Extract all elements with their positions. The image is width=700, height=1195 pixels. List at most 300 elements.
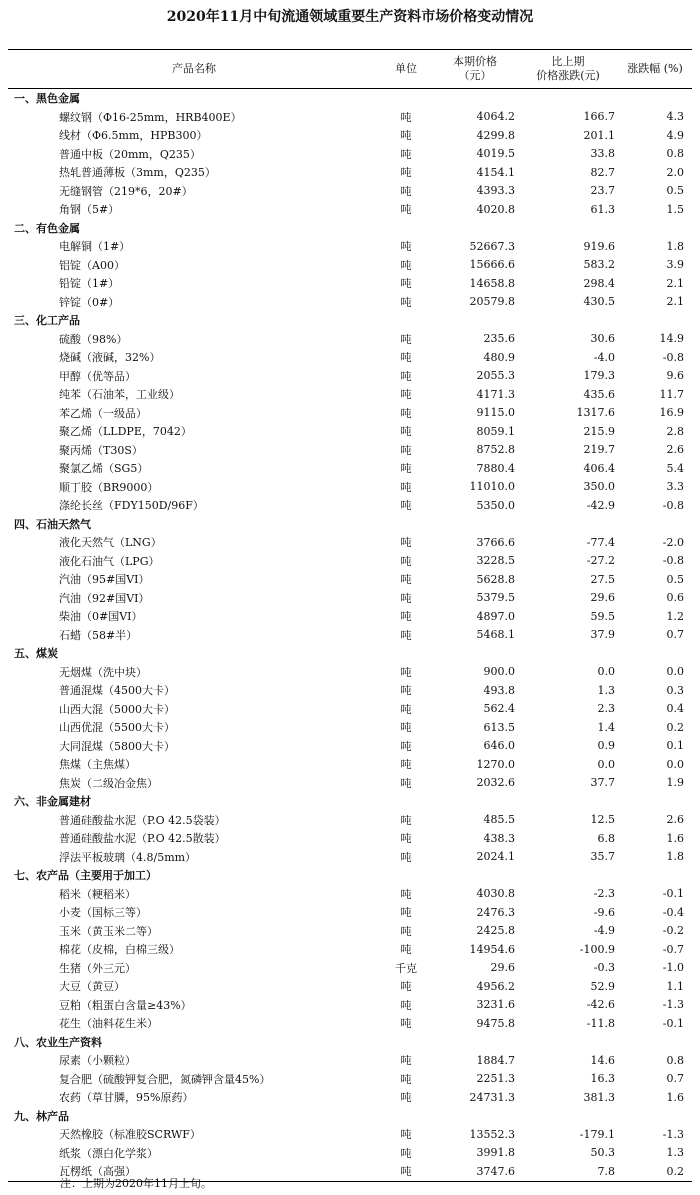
change-cell: 37.7 xyxy=(590,776,615,790)
product-name: 普通硅酸盐水泥（P.O 42.5袋装） xyxy=(59,813,226,827)
product-name: 柴油（0#国VI） xyxy=(59,610,143,624)
unit-cell: 吨 xyxy=(400,1146,412,1160)
change-cell: 30.6 xyxy=(590,332,615,346)
change-cell: 1.3 xyxy=(597,683,615,697)
change-pct-cell: 0.4 xyxy=(666,702,684,716)
table-row xyxy=(8,903,692,922)
table-row xyxy=(8,829,692,848)
table-row xyxy=(8,200,692,219)
unit-cell: 吨 xyxy=(400,351,412,365)
change-pct-cell: 0.0 xyxy=(666,665,684,679)
price-cell: 3766.6 xyxy=(476,535,515,549)
price-cell: 2251.3 xyxy=(476,1072,515,1086)
product-name: 普通中板（20mm，Q235） xyxy=(59,147,201,161)
change-pct-cell: 0.5 xyxy=(666,572,684,586)
change-cell: 179.3 xyxy=(583,369,615,383)
category-row xyxy=(8,311,692,330)
product-name: 尿素（小颗粒） xyxy=(59,1054,136,1068)
product-name: 焦煤（主焦煤） xyxy=(59,758,136,772)
change-pct-cell: 0.3 xyxy=(666,683,684,697)
change-cell: 0.0 xyxy=(597,665,615,679)
product-name: 聚乙烯（LLDPE，7042） xyxy=(59,425,192,439)
price-cell: 4019.5 xyxy=(476,147,515,161)
unit-cell: 吨 xyxy=(400,129,412,143)
change-cell: 37.9 xyxy=(590,628,615,642)
unit-cell: 吨 xyxy=(400,665,412,679)
change-pct-cell: 2.6 xyxy=(666,813,684,827)
product-name: 大同混煤（5800大卡） xyxy=(59,739,175,753)
unit-cell: 吨 xyxy=(400,906,412,920)
product-name: 山西优混（5500大卡） xyxy=(59,721,175,735)
product-name: 甲醇（优等品） xyxy=(59,369,136,383)
unit-cell: 吨 xyxy=(400,425,412,439)
unit-cell: 吨 xyxy=(400,240,412,254)
change-pct-cell: -1.3 xyxy=(662,998,684,1012)
change-pct-cell: 0.7 xyxy=(666,628,684,642)
table-row xyxy=(8,570,692,589)
header-change-pct: 涨跌幅 (%) xyxy=(618,50,692,89)
category-name: 五、煤炭 xyxy=(14,647,58,661)
product-name: 石蜡（58#半） xyxy=(59,628,138,642)
change-pct-cell: -1.3 xyxy=(662,1127,684,1141)
price-cell: 8059.1 xyxy=(476,424,515,438)
change-pct-cell: -0.1 xyxy=(662,1016,684,1030)
footnote: 注：上期为2020年11月上旬。 xyxy=(60,1177,212,1190)
price-cell: 4020.8 xyxy=(476,202,515,216)
change-pct-cell: -0.4 xyxy=(662,905,684,919)
change-cell: -77.4 xyxy=(586,535,615,549)
product-name: 无缝钢管（219*6，20#） xyxy=(59,184,193,198)
change-cell: 0.0 xyxy=(597,757,615,771)
change-cell: 1.4 xyxy=(597,720,615,734)
price-cell: 4064.2 xyxy=(476,110,515,124)
product-name: 豆粕（粗蛋白含量≥43%） xyxy=(59,998,192,1012)
unit-cell: 吨 xyxy=(400,554,412,568)
table-row xyxy=(8,589,692,608)
product-name: 棉花（皮棉，白棉三级） xyxy=(59,943,180,957)
unit-cell: 吨 xyxy=(380,1162,432,1181)
change-pct-cell: 1.8 xyxy=(666,850,684,864)
unit-cell: 吨 xyxy=(400,1072,412,1086)
table-row xyxy=(8,459,692,478)
table-row xyxy=(8,940,692,959)
change-cell: 50.3 xyxy=(590,1146,615,1160)
unit-cell: 吨 xyxy=(400,850,412,864)
price-cell: 24731.3 xyxy=(469,1090,515,1104)
unit-cell: 吨 xyxy=(400,924,412,938)
change-pct-cell: 0.1 xyxy=(666,739,684,753)
table-row xyxy=(8,1125,692,1144)
table-row xyxy=(8,700,692,719)
category-row xyxy=(8,792,692,811)
change-pct-cell: 0.2 xyxy=(618,1162,692,1181)
category-name: 六、非金属建材 xyxy=(14,795,91,809)
change-pct-cell: 2.6 xyxy=(666,443,684,457)
change-cell: 14.6 xyxy=(590,1053,615,1067)
price-cell: 29.6 xyxy=(490,961,515,975)
change-pct-cell: 1.5 xyxy=(666,202,684,216)
table-row xyxy=(8,755,692,774)
unit-cell: 吨 xyxy=(400,591,412,605)
unit-cell: 吨 xyxy=(400,277,412,291)
product-name: 聚丙烯（T30S） xyxy=(59,443,143,457)
table-row xyxy=(8,256,692,275)
table-row xyxy=(8,848,692,867)
price-cell: 2425.8 xyxy=(476,924,515,938)
unit-cell: 吨 xyxy=(400,388,412,402)
category-name: 八、农业生产资料 xyxy=(14,1035,102,1049)
change-cell: -4.0 xyxy=(593,350,615,364)
price-cell: 14658.8 xyxy=(469,276,515,290)
header-price-line1: 本期价格 xyxy=(453,55,497,68)
table-row xyxy=(8,811,692,830)
product-name: 瓦楞纸（高强） xyxy=(8,1162,380,1181)
category-row xyxy=(8,644,692,663)
change-cell: -42.9 xyxy=(586,498,615,512)
header-change-line2: 价格涨跌(元) xyxy=(536,69,600,82)
table-row xyxy=(8,922,692,941)
table-row xyxy=(8,330,692,349)
change-pct-cell: 16.9 xyxy=(659,406,684,420)
price-cell: 5350.0 xyxy=(476,498,515,512)
change-pct-cell: 3.3 xyxy=(666,480,684,494)
change-pct-cell: 0.2 xyxy=(666,720,684,734)
table-row xyxy=(8,293,692,312)
unit-cell: 吨 xyxy=(400,832,412,846)
change-cell: 0.9 xyxy=(597,739,615,753)
change-cell: 350.0 xyxy=(583,480,615,494)
price-cell: 3747.6 xyxy=(432,1162,518,1181)
unit-cell: 吨 xyxy=(400,887,412,901)
unit-cell: 吨 xyxy=(400,258,412,272)
unit-cell: 吨 xyxy=(400,980,412,994)
product-name: 线材（Φ6.5mm，HPB300） xyxy=(59,129,208,143)
change-pct-cell: 4.3 xyxy=(666,110,684,124)
product-name: 涤纶长丝（FDY150D/96F） xyxy=(59,499,204,513)
change-pct-cell: 1.3 xyxy=(666,1146,684,1160)
table-row xyxy=(8,996,692,1015)
header-change-line1: 比上期 xyxy=(551,55,585,68)
category-row xyxy=(8,1033,692,1052)
product-name: 液化石油气（LPG） xyxy=(59,554,160,568)
unit-cell: 吨 xyxy=(400,1091,412,1105)
price-cell: 1884.7 xyxy=(476,1053,515,1067)
category-name: 七、农产品（主要用于加工） xyxy=(14,869,157,883)
price-cell: 646.0 xyxy=(483,739,515,753)
price-cell: 9475.8 xyxy=(476,1016,515,1030)
table-row xyxy=(8,718,692,737)
change-pct-cell: -0.7 xyxy=(662,942,684,956)
change-cell: 381.3 xyxy=(583,1090,615,1104)
table-row xyxy=(8,441,692,460)
change-cell: 583.2 xyxy=(583,258,615,272)
price-cell: 4299.8 xyxy=(476,128,515,142)
table-row xyxy=(8,533,692,552)
unit-cell: 吨 xyxy=(400,332,412,346)
change-pct-cell: 1.2 xyxy=(666,609,684,623)
price-cell: 8752.8 xyxy=(476,443,515,457)
unit-cell: 吨 xyxy=(400,998,412,1012)
price-cell: 3991.8 xyxy=(476,1146,515,1160)
price-cell: 235.6 xyxy=(483,332,515,346)
change-cell: 27.5 xyxy=(590,572,615,586)
price-cell: 2476.3 xyxy=(476,905,515,919)
table-row xyxy=(8,681,692,700)
price-cell: 9115.0 xyxy=(476,406,515,420)
price-cell: 4030.8 xyxy=(476,887,515,901)
price-cell: 1270.0 xyxy=(476,757,515,771)
price-cell: 438.3 xyxy=(483,831,515,845)
unit-cell: 吨 xyxy=(400,166,412,180)
unit-cell: 吨 xyxy=(400,684,412,698)
unit-cell: 吨 xyxy=(400,1054,412,1068)
price-cell: 5379.5 xyxy=(476,591,515,605)
change-cell: -42.6 xyxy=(586,998,615,1012)
product-name: 天然橡胶（标准胶SCRWF） xyxy=(59,1128,201,1142)
unit-cell: 吨 xyxy=(400,758,412,772)
change-pct-cell: 2.1 xyxy=(666,276,684,290)
change-cell: 406.4 xyxy=(583,461,615,475)
price-cell: 485.5 xyxy=(483,813,515,827)
product-name: 稻米（粳稻米） xyxy=(59,887,136,901)
product-name: 硫酸（98%） xyxy=(59,332,128,346)
unit-cell: 吨 xyxy=(400,369,412,383)
unit-cell: 吨 xyxy=(400,721,412,735)
price-cell: 4171.3 xyxy=(476,387,515,401)
change-pct-cell: 0.5 xyxy=(666,184,684,198)
change-pct-cell: 0.8 xyxy=(666,147,684,161)
product-name: 烧碱（液碱，32%） xyxy=(59,351,161,365)
change-pct-cell: -1.0 xyxy=(662,961,684,975)
change-cell: 29.6 xyxy=(590,591,615,605)
product-name: 纯苯（石油苯，工业级） xyxy=(59,388,180,402)
table-row xyxy=(8,385,692,404)
unit-cell: 吨 xyxy=(400,1017,412,1031)
change-pct-cell: 1.8 xyxy=(666,239,684,253)
product-name: 花生（油料花生米） xyxy=(59,1017,158,1031)
price-cell: 2032.6 xyxy=(476,776,515,790)
table-row xyxy=(8,145,692,164)
product-name: 锌锭（0#） xyxy=(59,295,120,309)
unit-cell: 吨 xyxy=(400,184,412,198)
product-name: 大豆（黄豆） xyxy=(59,980,125,994)
table-row xyxy=(8,108,692,127)
change-pct-cell: -2.0 xyxy=(662,535,684,549)
table-row xyxy=(8,367,692,386)
price-cell: 52667.3 xyxy=(469,239,515,253)
unit-cell: 吨 xyxy=(400,295,412,309)
product-name: 焦炭（二级冶金焦） xyxy=(59,776,158,790)
unit-cell: 吨 xyxy=(400,813,412,827)
change-cell: -27.2 xyxy=(586,554,615,568)
change-cell: 6.8 xyxy=(597,831,615,845)
price-cell: 14954.6 xyxy=(469,942,515,956)
change-pct-cell: 0.0 xyxy=(666,757,684,771)
price-cell: 7880.4 xyxy=(476,461,515,475)
header-price xyxy=(432,50,518,89)
product-name: 玉米（黄玉米二等） xyxy=(59,924,158,938)
change-cell: 61.3 xyxy=(590,202,615,216)
category-row xyxy=(8,89,692,108)
unit-cell: 吨 xyxy=(400,480,412,494)
unit-cell: 吨 xyxy=(400,702,412,716)
table-row xyxy=(8,959,692,978)
change-pct-cell: -0.1 xyxy=(662,887,684,901)
unit-cell: 吨 xyxy=(400,203,412,217)
change-pct-cell: -0.8 xyxy=(662,554,684,568)
change-pct-cell: 2.1 xyxy=(666,295,684,309)
price-cell: 4897.0 xyxy=(476,609,515,623)
change-cell: -11.8 xyxy=(586,1016,615,1030)
unit-cell: 吨 xyxy=(400,443,412,457)
product-name: 电解铜（1#） xyxy=(59,240,131,254)
table-header-row xyxy=(8,50,692,89)
category-row xyxy=(8,866,692,885)
table-row xyxy=(8,1070,692,1089)
change-cell: 215.9 xyxy=(583,424,615,438)
change-pct-cell: 2.0 xyxy=(666,165,684,179)
change-cell: 166.7 xyxy=(583,110,615,124)
unit-cell: 吨 xyxy=(400,776,412,790)
product-name: 复合肥（硫酸钾复合肥，氮磷钾含量45%） xyxy=(59,1072,271,1086)
change-pct-cell: 2.8 xyxy=(666,424,684,438)
product-name: 农药（草甘膦，95%原药） xyxy=(59,1091,194,1105)
product-name: 浮法平板玻璃（4.8/5mm） xyxy=(59,850,197,864)
price-cell: 900.0 xyxy=(483,665,515,679)
table-row xyxy=(8,626,692,645)
unit-cell: 吨 xyxy=(400,462,412,476)
price-cell: 613.5 xyxy=(483,720,515,734)
unit-cell: 吨 xyxy=(400,499,412,513)
change-pct-cell: 1.9 xyxy=(666,776,684,790)
price-cell: 2024.1 xyxy=(476,850,515,864)
unit-cell: 吨 xyxy=(400,943,412,957)
unit-cell: 千克 xyxy=(395,961,417,975)
header-product-name: 产品名称 xyxy=(8,50,380,89)
change-pct-cell: -0.8 xyxy=(662,350,684,364)
table-row xyxy=(8,274,692,293)
category-name: 一、黑色金属 xyxy=(14,92,80,106)
change-cell: 435.6 xyxy=(583,387,615,401)
table-row xyxy=(8,237,692,256)
change-pct-cell: 11.7 xyxy=(659,387,684,401)
table-row xyxy=(8,552,692,571)
table-row xyxy=(8,422,692,441)
change-cell: 59.5 xyxy=(590,609,615,623)
change-cell: 298.4 xyxy=(583,276,615,290)
change-cell: -2.3 xyxy=(593,887,615,901)
price-cell: 493.8 xyxy=(483,683,515,697)
category-name: 二、有色金属 xyxy=(14,221,80,235)
change-cell: -0.3 xyxy=(593,961,615,975)
product-name: 液化天然气（LNG） xyxy=(59,536,162,550)
header-unit: 单位 xyxy=(380,50,432,89)
table-row xyxy=(8,126,692,145)
change-cell: -4.9 xyxy=(593,924,615,938)
change-cell: 430.5 xyxy=(583,295,615,309)
table-row xyxy=(8,885,692,904)
unit-cell: 吨 xyxy=(400,628,412,642)
product-name: 山西大混（5000大卡） xyxy=(59,702,175,716)
change-cell: 219.7 xyxy=(583,443,615,457)
product-name: 汽油（95#国VI） xyxy=(59,573,150,587)
unit-cell: 吨 xyxy=(400,110,412,124)
table-row xyxy=(8,163,692,182)
change-pct-cell: 1.6 xyxy=(666,1090,684,1104)
change-cell: 1317.6 xyxy=(576,406,615,420)
product-name: 纸浆（漂白化学浆） xyxy=(59,1146,158,1160)
change-pct-cell: 0.7 xyxy=(666,1072,684,1086)
page-title: 2020年11月中旬流通领域重要生产资料市场价格变动情况 xyxy=(166,9,534,25)
change-pct-cell: 4.9 xyxy=(666,128,684,142)
change-pct-cell: 0.6 xyxy=(666,591,684,605)
table-row xyxy=(8,1144,692,1163)
unit-cell: 吨 xyxy=(400,573,412,587)
change-cell: 23.7 xyxy=(590,184,615,198)
table-row xyxy=(8,1088,692,1107)
product-name: 无烟煤（洗中块） xyxy=(59,665,147,679)
change-pct-cell: 1.6 xyxy=(666,831,684,845)
change-pct-cell: 14.9 xyxy=(659,332,684,346)
category-name: 四、石油天然气 xyxy=(14,517,91,531)
price-cell: 4393.3 xyxy=(476,184,515,198)
change-cell: 7.8 xyxy=(518,1162,618,1181)
unit-cell: 吨 xyxy=(400,406,412,420)
product-name: 普通混煤（4500大卡） xyxy=(59,684,175,698)
change-pct-cell: 3.9 xyxy=(666,258,684,272)
product-name: 聚氯乙烯（SG5） xyxy=(59,462,149,476)
product-name: 普通硅酸盐水泥（P.O 42.5散装） xyxy=(59,832,226,846)
change-cell: 12.5 xyxy=(590,813,615,827)
price-cell: 5628.8 xyxy=(476,572,515,586)
unit-cell: 吨 xyxy=(400,1128,412,1142)
price-cell: 11010.0 xyxy=(469,480,515,494)
product-name: 铅锭（1#） xyxy=(59,277,120,291)
product-name: 螺纹钢（Φ16-25mm，HRB400E） xyxy=(59,110,242,124)
table-row xyxy=(8,404,692,423)
product-name: 汽油（92#国VI） xyxy=(59,591,150,605)
change-pct-cell: -0.2 xyxy=(662,924,684,938)
price-cell: 20579.8 xyxy=(469,295,515,309)
change-cell: 919.6 xyxy=(583,239,615,253)
price-cell: 5468.1 xyxy=(476,628,515,642)
category-row xyxy=(8,219,692,238)
change-cell: 82.7 xyxy=(590,165,615,179)
change-cell: 52.9 xyxy=(590,979,615,993)
table-row xyxy=(8,496,692,515)
change-cell: -9.6 xyxy=(593,905,615,919)
change-cell: 33.8 xyxy=(590,147,615,161)
change-pct-cell: 5.4 xyxy=(666,461,684,475)
price-cell: 15666.6 xyxy=(469,258,515,272)
price-cell: 4956.2 xyxy=(476,979,515,993)
price-cell: 4154.1 xyxy=(476,165,515,179)
category-name: 九、林产品 xyxy=(14,1109,69,1123)
price-table xyxy=(8,49,692,1182)
table-row xyxy=(8,1014,692,1033)
price-cell: 3228.5 xyxy=(476,554,515,568)
product-name: 苯乙烯（一级品） xyxy=(59,406,147,420)
change-pct-cell: 0.8 xyxy=(666,1053,684,1067)
price-cell: 13552.3 xyxy=(469,1127,515,1141)
price-cell: 480.9 xyxy=(483,350,515,364)
table-row xyxy=(8,1051,692,1070)
product-name: 角钢（5#） xyxy=(59,203,120,217)
unit-cell: 吨 xyxy=(400,739,412,753)
unit-cell: 吨 xyxy=(400,610,412,624)
unit-cell: 吨 xyxy=(400,147,412,161)
category-name: 三、化工产品 xyxy=(14,314,80,328)
